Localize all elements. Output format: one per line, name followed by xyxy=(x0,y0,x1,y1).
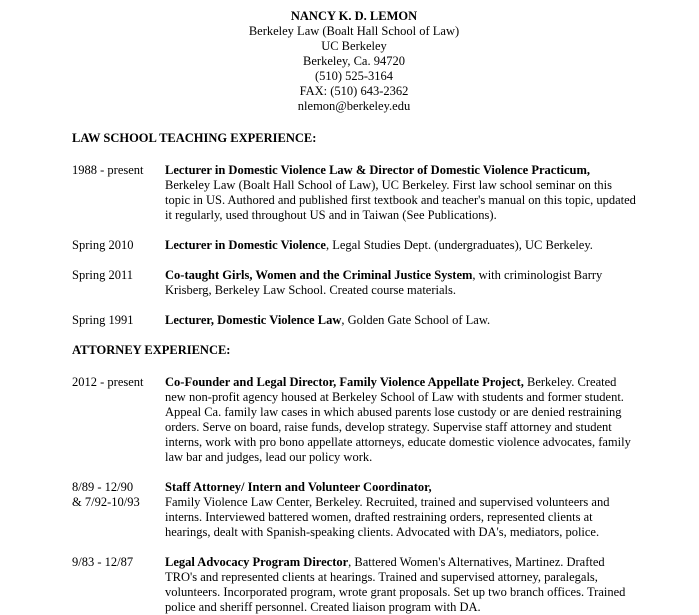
entry-body: , Legal Studies Dept. (undergraduates), UC Berkeley. xyxy=(325,238,593,252)
experience-entry xyxy=(72,375,636,465)
entry-date: 2012 - present xyxy=(72,375,144,389)
section-heading: LAW SCHOOL TEACHING EXPERIENCE: xyxy=(72,131,317,145)
entry-title: Lecturer in Domestic Violence xyxy=(165,238,326,252)
entry-title: Staff Attorney/ Intern and Volunteer Coordinator, xyxy=(165,480,432,494)
header-fax: FAX: (510) 643-2362 xyxy=(299,84,409,98)
entry-date: Spring 2010 xyxy=(72,238,134,252)
entry-title: Legal Advocacy Program Director xyxy=(165,555,349,569)
experience-entry xyxy=(72,268,636,298)
section-attorney-experience xyxy=(72,343,636,615)
entry-title: Co-Founder and Legal Director, Family Violence Appellate Project, xyxy=(165,375,524,389)
entry-title: Lecturer in Domestic Violence Law & Director of Domestic Violence Practicum, xyxy=(165,163,590,177)
header-phone: (510) 525-3164 xyxy=(314,69,394,83)
experience-entry xyxy=(72,555,636,615)
experience-entry xyxy=(72,480,636,540)
resume-header xyxy=(72,9,636,114)
entry-description xyxy=(165,268,636,298)
entry-body: , Battered Women's Alternatives, Martinez. Drafted TRO's and represented clients at hearings. Trained and supervised attorney, paralegals, volunteers. Incorporated program, wrote grant proposals. Set up two branch offices. Trained police and sheriff personnel. Created liaison program with DA. xyxy=(165,555,626,614)
entry-body: Family Violence Law Center, Berkeley. Recruited, trained and supervised volunteers and interns. Interviewed battered women, drafted restraining orders, represented clients at hearings, dealt with Spanish-speaking clients. Advocated with DA's, mediators, police. xyxy=(165,495,610,539)
entry-description xyxy=(165,555,636,615)
entry-date: Spring 1991 xyxy=(72,313,134,327)
section-heading: ATTORNEY EXPERIENCE: xyxy=(72,343,231,357)
entry-date-secondary: & 7/92-10/93 xyxy=(72,495,140,509)
entry-body: , with criminologist Barry Krisberg, Berkeley Law School. Created course materials. xyxy=(165,268,603,297)
entry-body: Berkeley. Created new non-profit agency housed at Berkeley School of Law with students and former student. Appeal Ca. family law cases in which abused parents lose custody or are denied restraining orders. Serve on board, raise funds, develop strategy. Supervise staff attorney and student interns, work with pro bono appellate attorneys, educate domestic violence advocates, family law bar and judges, lead our policy work. xyxy=(165,375,631,464)
experience-entry xyxy=(72,238,636,253)
entry-body: , Golden Gate School of Law. xyxy=(341,313,491,327)
entry-title: Co-taught Girls, Women and the Criminal Justice System xyxy=(165,268,473,282)
entry-description xyxy=(165,238,636,253)
entry-description xyxy=(165,163,636,223)
entry-title: Lecturer, Domestic Violence Law xyxy=(165,313,342,327)
entry-date-group xyxy=(72,480,165,540)
entry-date: Spring 2011 xyxy=(72,268,133,282)
entry-description xyxy=(165,313,636,328)
entry-date: 9/83 - 12/87 xyxy=(72,555,134,569)
header-email: nlemon@berkeley.edu xyxy=(297,99,411,113)
person-name: NANCY K. D. LEMON xyxy=(290,9,418,23)
entry-date: 8/89 - 12/90 xyxy=(72,480,134,494)
entry-description xyxy=(165,375,636,465)
entry-body: Berkeley Law (Boalt Hall School of Law), UC Berkeley. First law school seminar on this topic in US. Authored and published first textbook and teacher's manual on this topic, updated it regularly, used throughout US and in Taiwan (See Publications). xyxy=(165,178,636,222)
experience-entry xyxy=(72,163,636,223)
header-institution: Berkeley Law (Boalt Hall School of Law) xyxy=(248,24,460,38)
header-address: Berkeley, Ca. 94720 xyxy=(303,54,405,68)
header-university: UC Berkeley xyxy=(321,39,387,53)
entry-description xyxy=(165,480,636,540)
entry-date: 1988 - present xyxy=(72,163,144,177)
section-law-school-teaching xyxy=(72,131,636,328)
experience-entry xyxy=(72,313,636,328)
